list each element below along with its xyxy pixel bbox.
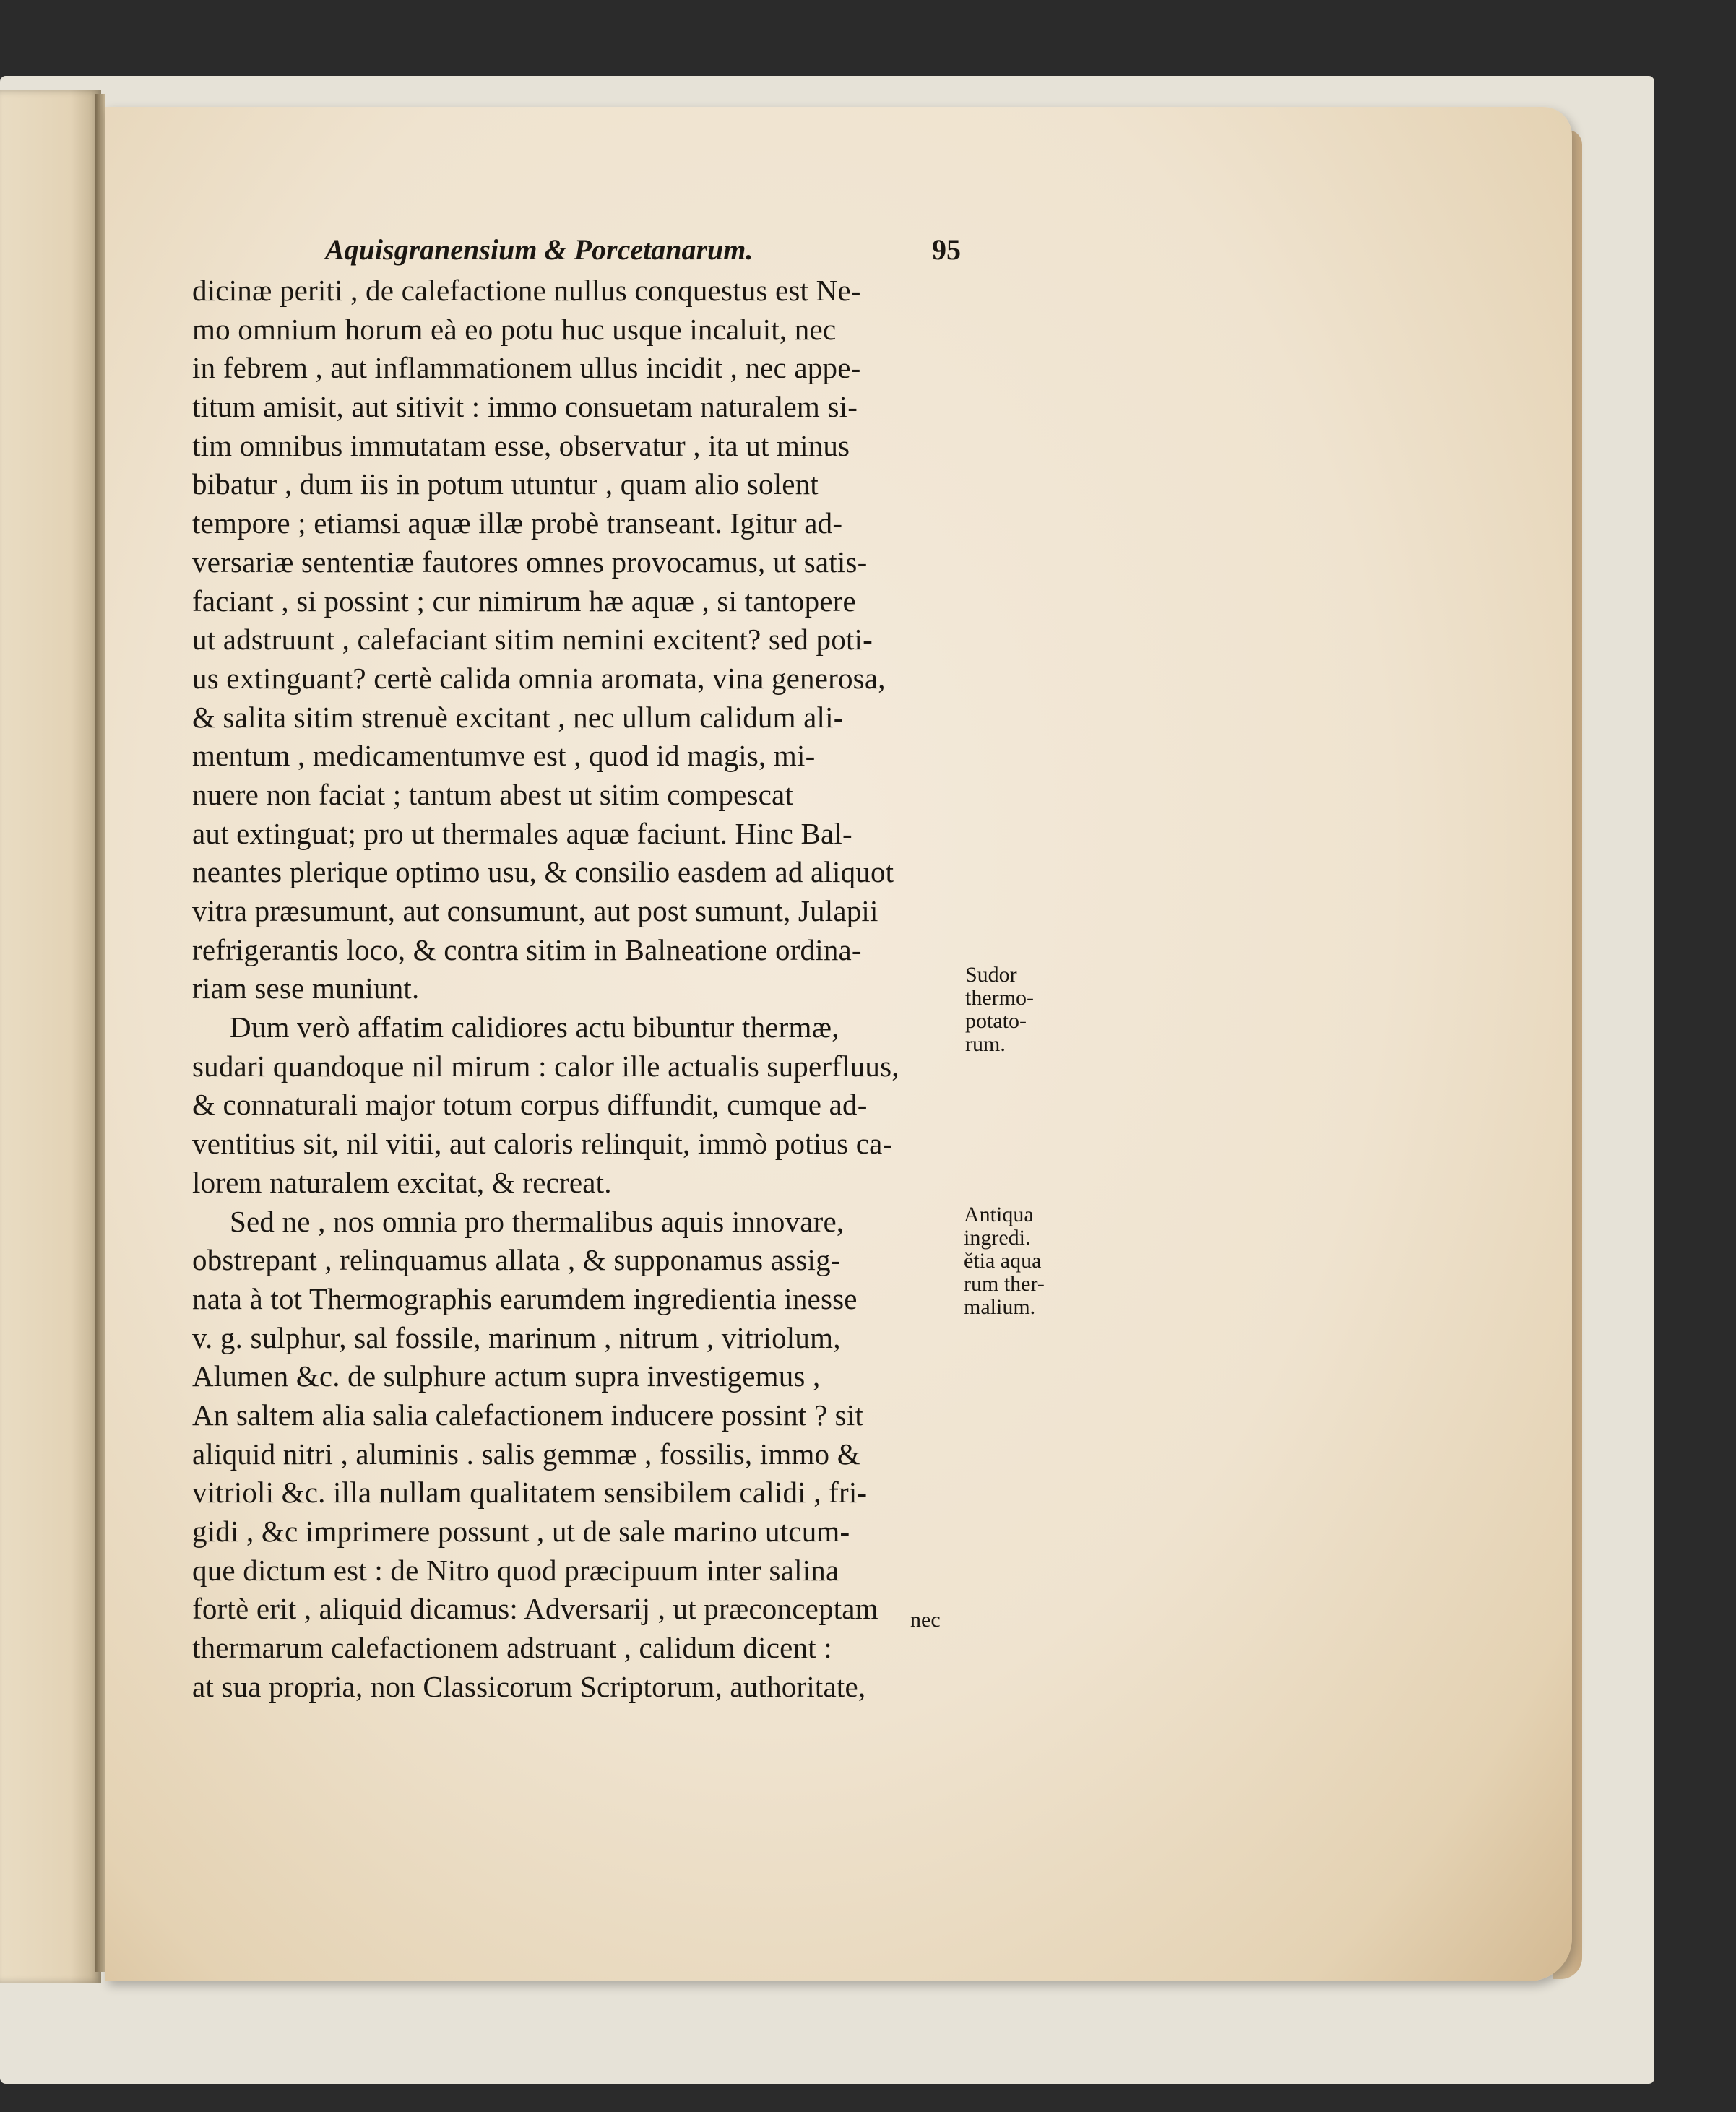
text-line: Alumen &c. de sulphure actum supra investigemus , [192, 1359, 821, 1393]
margin-note-line: thermo- [965, 986, 1034, 1010]
margin-note-line: potato- [965, 1009, 1027, 1033]
text-line: que dictum est : de Nitro quod præcipuum inter salina [192, 1553, 839, 1587]
text-line: in febrem , aut inflammationem ullus incidit , nec appe- [192, 351, 861, 385]
left-page-edge [0, 90, 101, 1983]
margin-note-line: ingredi. [964, 1226, 1031, 1250]
text-line: aut extinguat; pro ut thermales aquæ faciunt. Hinc Bal- [192, 816, 852, 850]
text-line: gidi , &c imprimere possunt , ut de sale marino utcum- [192, 1515, 850, 1548]
text-line: Sed ne , nos omnia pro thermalibus aquis innovare, [230, 1204, 845, 1238]
text-line: neantes plerique optimo usu, & consilio easdem ad aliquot [192, 855, 894, 889]
text-line: faciant , si possint ; cur nimirum hæ aquæ , si tantopere [192, 584, 856, 618]
text-line: ventitius sit, nil vitii, aut caloris relinquit, immò potius ca- [192, 1127, 893, 1161]
running-header [325, 233, 961, 267]
text-line: mo omnium horum eà eo potu huc usque incaluit, nec [192, 312, 837, 346]
text-line: nuere non faciat ; tantum abest ut sitim compescat [192, 777, 794, 811]
text-line: lorem naturalem excitat, & recreat. [192, 1165, 612, 1199]
body-text [192, 272, 961, 1706]
text-line: tempore ; etiamsi aquæ illæ probè transeant. Igitur ad- [192, 506, 843, 540]
text-line: versariæ sententiæ fautores omnes provocamus, ut satis- [192, 545, 868, 579]
text-line: vitra præsumunt, aut consumunt, aut post sumunt, Julapii [192, 894, 878, 927]
margin-note-line: malium. [964, 1295, 1036, 1319]
page-number: 95 [932, 233, 961, 266]
margin-note-line: Sudor [965, 963, 1017, 987]
margin-note-line: rum ther- [964, 1272, 1045, 1296]
text-line: thermarum calefactionem adstruant , calidum dicent : [192, 1631, 832, 1665]
margin-note-sudor [965, 964, 1034, 1056]
catchword: nec [910, 1608, 941, 1632]
text-line: nata à tot Thermographis earumdem ingredientia inesse [192, 1281, 858, 1315]
running-title: Aquisgranensium & Porcetanarum. [325, 233, 753, 266]
text-line: dicinæ periti , de calefactione nullus conquestus est Ne- [192, 274, 861, 307]
text-line: tim omnibus immutatam esse, observatur , ita ut minus [192, 428, 850, 462]
margin-note-line: ětia aqua [964, 1249, 1042, 1273]
text-line: at sua propria, non Classicorum Scriptorum, authoritate, [192, 1669, 866, 1703]
margin-note-line: rum. [965, 1032, 1006, 1056]
text-line: riam sese muniunt. [192, 971, 420, 1005]
text-line: aliquid nitri , aluminis . salis gemmæ , fossilis, immo & [192, 1437, 860, 1471]
text-line: fortè erit , aliquid dicamus: Adversarij , ut præconceptam [192, 1592, 878, 1626]
text-line: mentum , medicamentumve est , quod id magis, mi- [192, 739, 816, 773]
text-line: v. g. sulphur, sal fossile, marinum , nitrum , vitriolum, [192, 1320, 841, 1354]
text-line: refrigerantis loco, & contra sitim in Balneatione ordina- [192, 932, 862, 966]
margin-note-antiqua [964, 1203, 1045, 1319]
margin-note-line: Antiqua [964, 1203, 1034, 1226]
text-line: ut adstruunt , calefaciant sitim nemini excitent? sed poti- [192, 623, 873, 657]
text-line: vitrioli &c. illa nullam qualitatem sensibilem calidi , fri- [192, 1476, 868, 1510]
text-line: Dum verò affatim calidiores actu bibuntur thermæ, [230, 1010, 839, 1044]
text-line: & salita sitim strenuè excitant , nec ullum calidum ali- [192, 700, 844, 734]
text-line: obstrepant , relinquamus allata , & supponamus assig- [192, 1243, 841, 1277]
text-line: An saltem alia salia calefactionem inducere possint ? sit [192, 1398, 864, 1432]
text-line: titum amisit, aut sitivit : immo consuetam naturalem si- [192, 390, 858, 424]
book-gutter [95, 94, 105, 1972]
text-line: bibatur , dum iis in potum utuntur , quam alio solent [192, 467, 819, 501]
text-line: us extinguant? certè calida omnia aromata, vina generosa, [192, 661, 886, 695]
text-line: & connaturali major totum corpus diffundit, cumque ad- [192, 1088, 868, 1122]
text-line: sudari quandoque nil mirum : calor ille actualis superfluus, [192, 1049, 899, 1083]
